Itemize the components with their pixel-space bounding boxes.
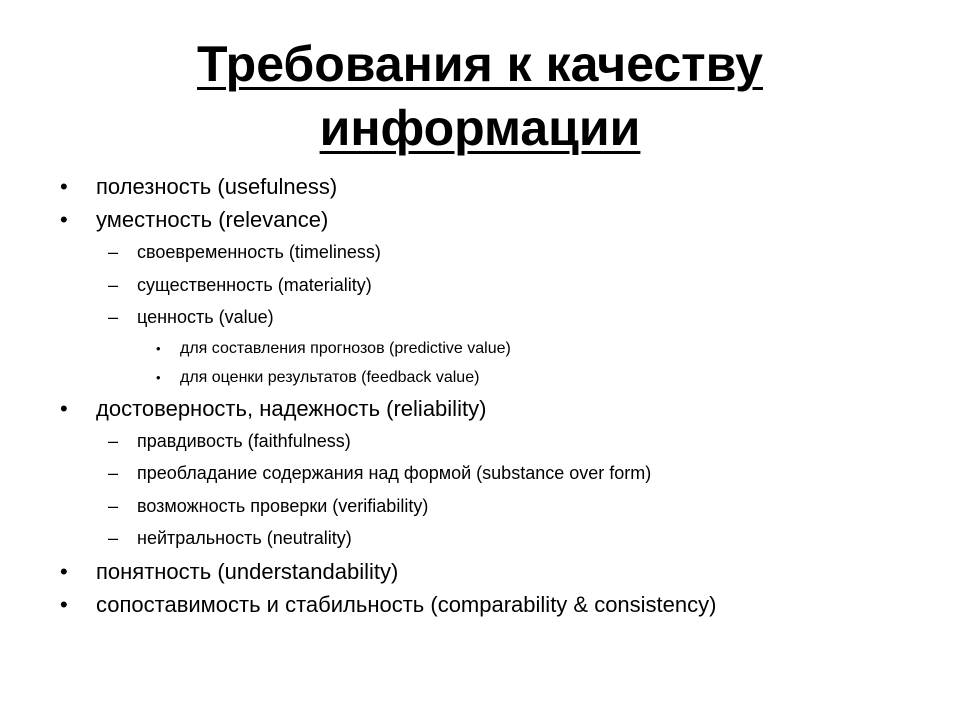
list-item-text: уместность (relevance) xyxy=(96,207,329,232)
slide-title-line-2: информации xyxy=(319,100,641,156)
list-item xyxy=(0,269,960,302)
list-item-text: нейтральность (neutrality) xyxy=(137,528,352,548)
list-item-text: полезность (usefulness) xyxy=(96,174,338,199)
list-item xyxy=(0,392,960,425)
requirements-list xyxy=(0,170,960,621)
dash-marker: – xyxy=(108,495,119,516)
list-item-text: для оценки результатов (feedback value) xyxy=(180,368,480,386)
list-item xyxy=(0,334,960,363)
list-item-text: понятность (understandability) xyxy=(96,558,399,584)
slide-title-line-1: Требования к качеству xyxy=(197,36,763,92)
bullet-marker: • xyxy=(60,174,68,199)
list-item xyxy=(0,588,960,621)
bullet-marker: • xyxy=(156,340,161,356)
list-item-text: возможность проверки (verifiability) xyxy=(137,495,429,516)
bullet-marker: • xyxy=(60,558,68,584)
list-item xyxy=(0,363,960,392)
list-item xyxy=(0,301,960,334)
list-item-text: правдивость (faithfulness) xyxy=(137,430,351,451)
list-item xyxy=(0,555,960,588)
list-item xyxy=(0,170,960,203)
list-item xyxy=(0,490,960,523)
list-item xyxy=(0,457,960,490)
bullet-marker: • xyxy=(60,591,68,617)
list-item xyxy=(0,522,960,555)
dash-marker: – xyxy=(108,430,119,451)
dash-marker: – xyxy=(108,463,119,483)
list-item-text: своевременность (timeliness) xyxy=(137,242,381,262)
dash-marker: – xyxy=(108,242,119,262)
list-item-text: сопоставимость и стабильность (comparability & consistency) xyxy=(96,591,717,617)
list-item-text: для составления прогнозов (predictive value) xyxy=(180,339,511,357)
list-item-text: преобладание содержания над формой (substance over form) xyxy=(137,463,652,483)
bullet-marker: • xyxy=(60,207,68,232)
list-item-text: достоверность, надежность (reliability) xyxy=(96,395,487,421)
list-item xyxy=(0,236,960,269)
list-item-text: существенность (materiality) xyxy=(137,274,372,295)
list-item xyxy=(0,425,960,458)
dash-marker: – xyxy=(108,274,119,295)
dash-marker: – xyxy=(108,528,119,548)
list-item xyxy=(0,203,960,236)
bullet-marker: • xyxy=(60,395,68,421)
bullet-marker: • xyxy=(156,369,161,385)
slide-title xyxy=(0,32,960,160)
list-item-text: ценность (value) xyxy=(137,307,274,327)
dash-marker: – xyxy=(108,307,119,327)
